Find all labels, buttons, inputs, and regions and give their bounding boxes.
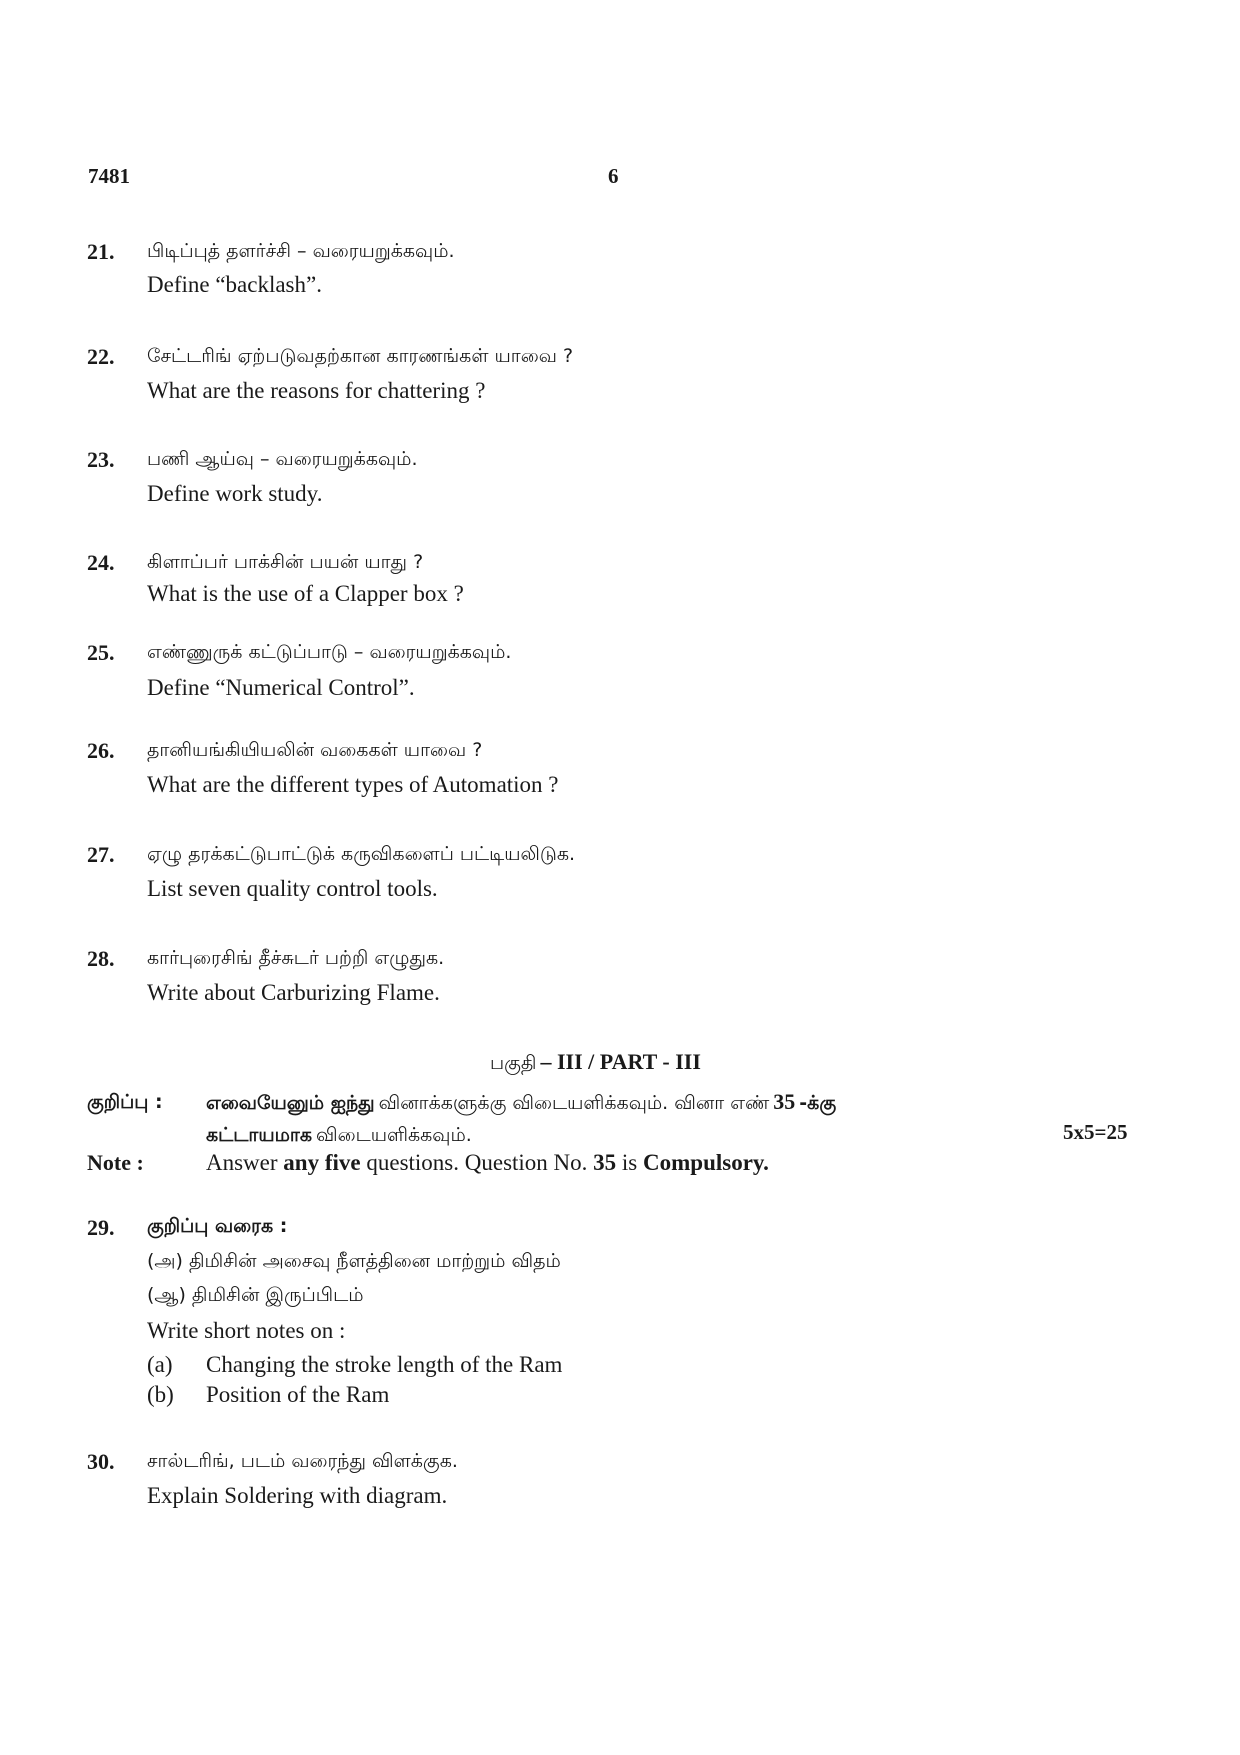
note-label-english: Note :: [87, 1150, 144, 1175]
subpart-english-b: Position of the Ram: [206, 1382, 390, 1407]
question-english-intro: Write short notes on :: [147, 1318, 346, 1343]
question-english: Define “Numerical Control”.: [147, 675, 415, 700]
question-tamil: பிடிப்புத் தளர்ச்சி – வரையறுக்கவும்.: [147, 240, 455, 262]
question-tamil: கிளாப்பர் பாக்சின் பயன் யாது ?: [147, 551, 424, 573]
question-tamil: ஏழு தரக்கட்டுபாட்டுக் கருவிகளைப் பட்டியலிடுக.: [147, 843, 576, 865]
note-tamil-line2: கட்டாயமாக விடையளிக்கவும்.: [206, 1124, 472, 1146]
question-tamil: எண்ணுருக் கட்டுப்பாடு – வரையறுக்கவும்.: [147, 641, 512, 663]
question-tamil: கார்புரைசிங் தீச்சுடர் பற்றி எழுதுக.: [147, 947, 445, 969]
question-english: What are the reasons for chattering ?: [147, 378, 486, 403]
question-tamil: தானியங்கியியலின் வகைகள் யாவை ?: [147, 739, 483, 761]
page-number: 6: [608, 164, 619, 188]
paper-code: 7481: [88, 164, 130, 188]
question-english: What is the use of a Clapper box ?: [147, 581, 464, 606]
question-english: List seven quality control tools.: [147, 876, 438, 901]
subpart-english-a: Changing the stroke length of the Ram: [206, 1352, 563, 1377]
subpart-label-b: (b): [147, 1382, 174, 1407]
question-english: Define “backlash”.: [147, 272, 322, 297]
question-english: Explain Soldering with diagram.: [147, 1483, 448, 1508]
question-english: Write about Carburizing Flame.: [147, 980, 440, 1005]
part-3-heading: பகுதி – III / PART - III: [490, 1049, 701, 1074]
question-tamil: பணி ஆய்வு – வரையறுக்கவும்.: [147, 448, 418, 470]
question-tamil-title: குறிப்பு வரைக :: [147, 1215, 288, 1237]
subpart-tamil-a: (அ) திமிசின் அசைவு நீளத்தினை மாற்றும் விதம்: [147, 1250, 561, 1272]
subpart-tamil-b: (ஆ) திமிசின் இருப்பிடம்: [147, 1284, 364, 1306]
marks-allocation: 5x5=25: [1063, 1120, 1128, 1144]
question-tamil: சேட்டரிங் ஏற்படுவதற்கான காரணங்கள் யாவை ?: [147, 345, 574, 367]
note-english-text: Answer any five questions. Question No. 35 is Compulsory.: [206, 1150, 769, 1175]
note-tamil-line1: எவையேனும் ஐந்து வினாக்களுக்கு விடையளிக்கவும். வினா எண் 35 -க்கு: [206, 1089, 837, 1114]
subpart-label-a: (a): [147, 1352, 173, 1377]
note-label-tamil: குறிப்பு :: [87, 1091, 163, 1113]
exam-page: 7481 6 21. பிடிப்புத் தளர்ச்சி – வரையறுக்கவும். Define “backlash”. 22. சேட்டரிங் ஏற்படுவதற்கான காரணங்கள் யாவை ? What are the reasons for chattering ? 23. பணி ஆய்வு – வரையறுக்கவும். Define work study. 24. கிளாப்பர் பாக்சின் பயன் யாது ? What is the use of a Clapper box ? 25. எண்ணுருக் கட்டுப்பாடு – வரையறுக்கவும். Define “Numerical Control”. 26. தானியங்கியியலின் வகைகள் யாவை ? What are the different types of Automation ? 27. ஏழு தரக்கட்டுபாட்டுக் கருவிகளைப் பட்டியலிடுக. List seven quality control tools. 28. கார்புரைசிங் தீச்சுடர் பற்றி எழுதுக. Write about Carburizing Flame. பகுதி – III / PART - III குறிப்பு : எவையேனும் ஐந்து வினாக்களுக்கு விடையளிக்கவும். வினா எண் 35 -க்கு கட்டாயமாக விடையளிக்கவும். 5x5=25 Note : Answer any five questions. Question No. 35 is Compulsory. 29. குறிப்பு வரைக : (அ) திமிசின் அசைவு நீளத்தினை மாற்றும் விதம் (ஆ) திமிசின் இருப்பிடம் Write short notes on : (a) Changing the stroke length of the Ram (b) Position of the Ram 30. சால்டரிங், படம் வரைந்து விளக்குக. Explain Soldering with diagram.: [87, 164, 1128, 1508]
question-english: What are the different types of Automation ?: [147, 772, 559, 797]
question-english: Define work study.: [147, 481, 323, 506]
question-tamil: சால்டரிங், படம் வரைந்து விளக்குக.: [147, 1450, 458, 1472]
